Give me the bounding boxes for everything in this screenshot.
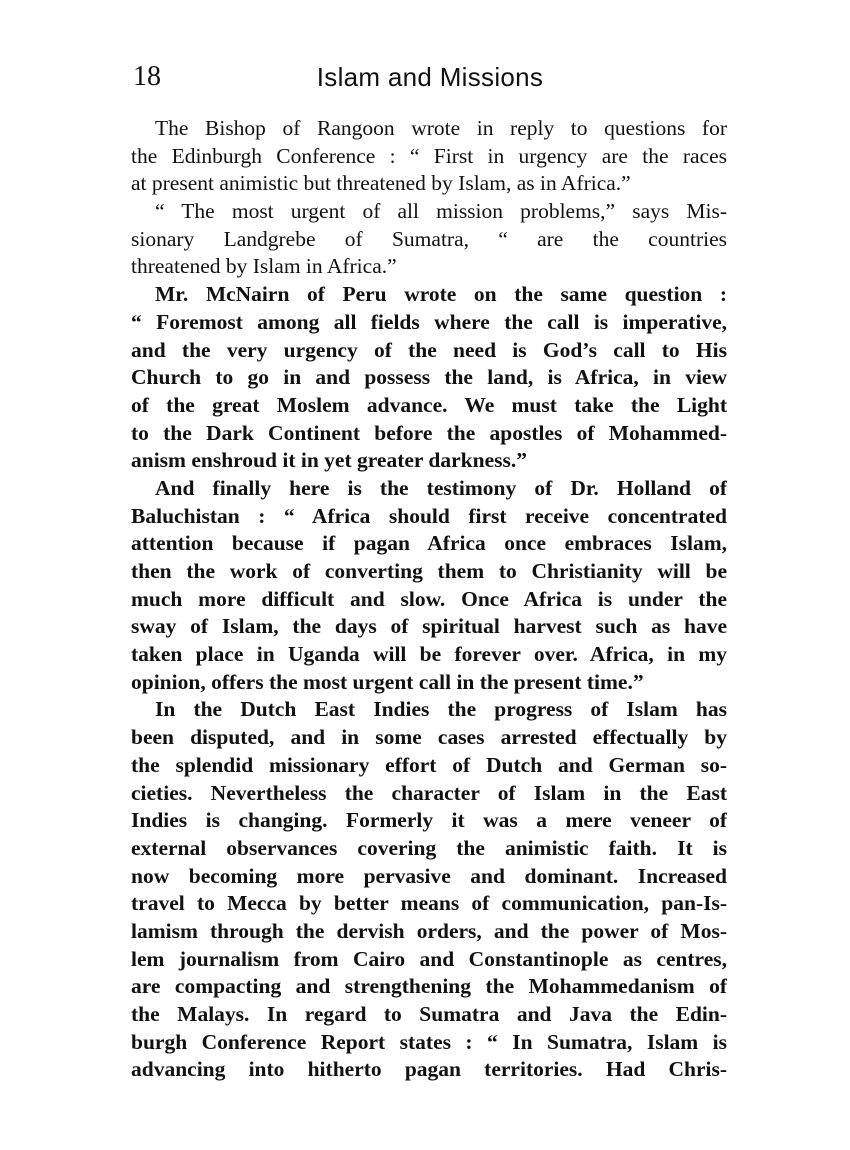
text-line: the Malays. In regard to Sumatra and Java the Edin-	[131, 1002, 727, 1026]
text-line: lamism through the dervish orders, and the power of Mos-	[131, 918, 727, 943]
text-line: Church to go in and possess the land, is Africa, in view	[131, 365, 727, 390]
paragraph-bishop-of-rangoon	[131, 115, 727, 198]
text-line: at present animistic but threatened by Islam, as in Africa.”	[131, 171, 631, 196]
text-line: taken place in Uganda will be forever over. Africa, in my	[131, 642, 727, 667]
running-title: Islam and Missions	[316, 62, 544, 92]
text-line: burgh Conference Report states : “ In Sumatra, Islam is	[131, 1029, 727, 1054]
paragraph-dutch-east-indies	[131, 696, 727, 1084]
text-line: cieties. Nevertheless the character of Islam in the East	[131, 780, 727, 805]
text-line: and the very urgency of the need is God’s call to His	[131, 337, 727, 362]
text-line: “ The most urgent of all mission problems,” says Mis-	[155, 199, 727, 224]
text-line: to the Dark Continent before the apostles of Mohammed-	[131, 420, 727, 445]
text-line: are compacting and strengthening the Mohammedanism of	[131, 974, 727, 999]
text-line: then the work of converting them to Christianity will be	[131, 559, 727, 583]
paragraph-holland	[131, 475, 727, 697]
text-line: the splendid missionary effort of Dutch and German so-	[131, 752, 727, 777]
text-line: been disputed, and in some cases arrested effectually by	[131, 725, 727, 750]
paragraph-mcnairn	[131, 281, 727, 475]
text-line: In the Dutch East Indies the progress of Islam has	[155, 697, 727, 722]
text-line: attention because if pagan Africa once embraces Islam,	[131, 531, 727, 556]
text-line: lem journalism from Cairo and Constantinople as centres,	[131, 946, 727, 971]
text-line: Baluchistan : “ Africa should first receive concentrated	[131, 503, 727, 528]
text-line: much more difficult and slow. Once Africa is under the	[131, 586, 727, 611]
text-line: external observances covering the animistic faith. It is	[131, 835, 727, 860]
text-line: of the great Moslem advance. We must take the Light	[131, 392, 727, 417]
paragraph-landgrebe	[131, 198, 727, 281]
text-line: the Edinburgh Conference : “ First in urgency are the races	[131, 143, 727, 168]
page-number: 18	[133, 61, 161, 92]
text-line: Mr. McNairn of Peru wrote on the same question :	[155, 282, 727, 307]
body-text	[131, 115, 727, 1084]
text-line: opinion, offers the most urgent call in the present time.”	[131, 669, 644, 694]
text-line: travel to Mecca by better means of communication, pan-Is-	[131, 891, 727, 916]
text-line: advancing into hitherto pagan territories. Had Chris-	[131, 1057, 727, 1082]
text-line: threatened by Islam in Africa.”	[131, 254, 397, 279]
text-line: sionary Landgrebe of Sumatra, “ are the countries	[131, 226, 727, 251]
page-header	[133, 60, 727, 94]
text-line: sway of Islam, the days of spiritual harvest such as have	[131, 614, 727, 639]
text-line: now becoming more pervasive and dominant. Increased	[131, 863, 727, 888]
text-line: The Bishop of Rangoon wrote in reply to questions for	[155, 116, 727, 140]
text-line: And finally here is the testimony of Dr. Holland of	[155, 475, 727, 500]
text-line: “ Foremost among all fields where the call is imperative,	[131, 309, 727, 334]
text-line: anism enshroud it in yet greater darkness.”	[131, 448, 527, 473]
text-line: Indies is changing. Formerly it was a mere veneer of	[131, 808, 727, 833]
